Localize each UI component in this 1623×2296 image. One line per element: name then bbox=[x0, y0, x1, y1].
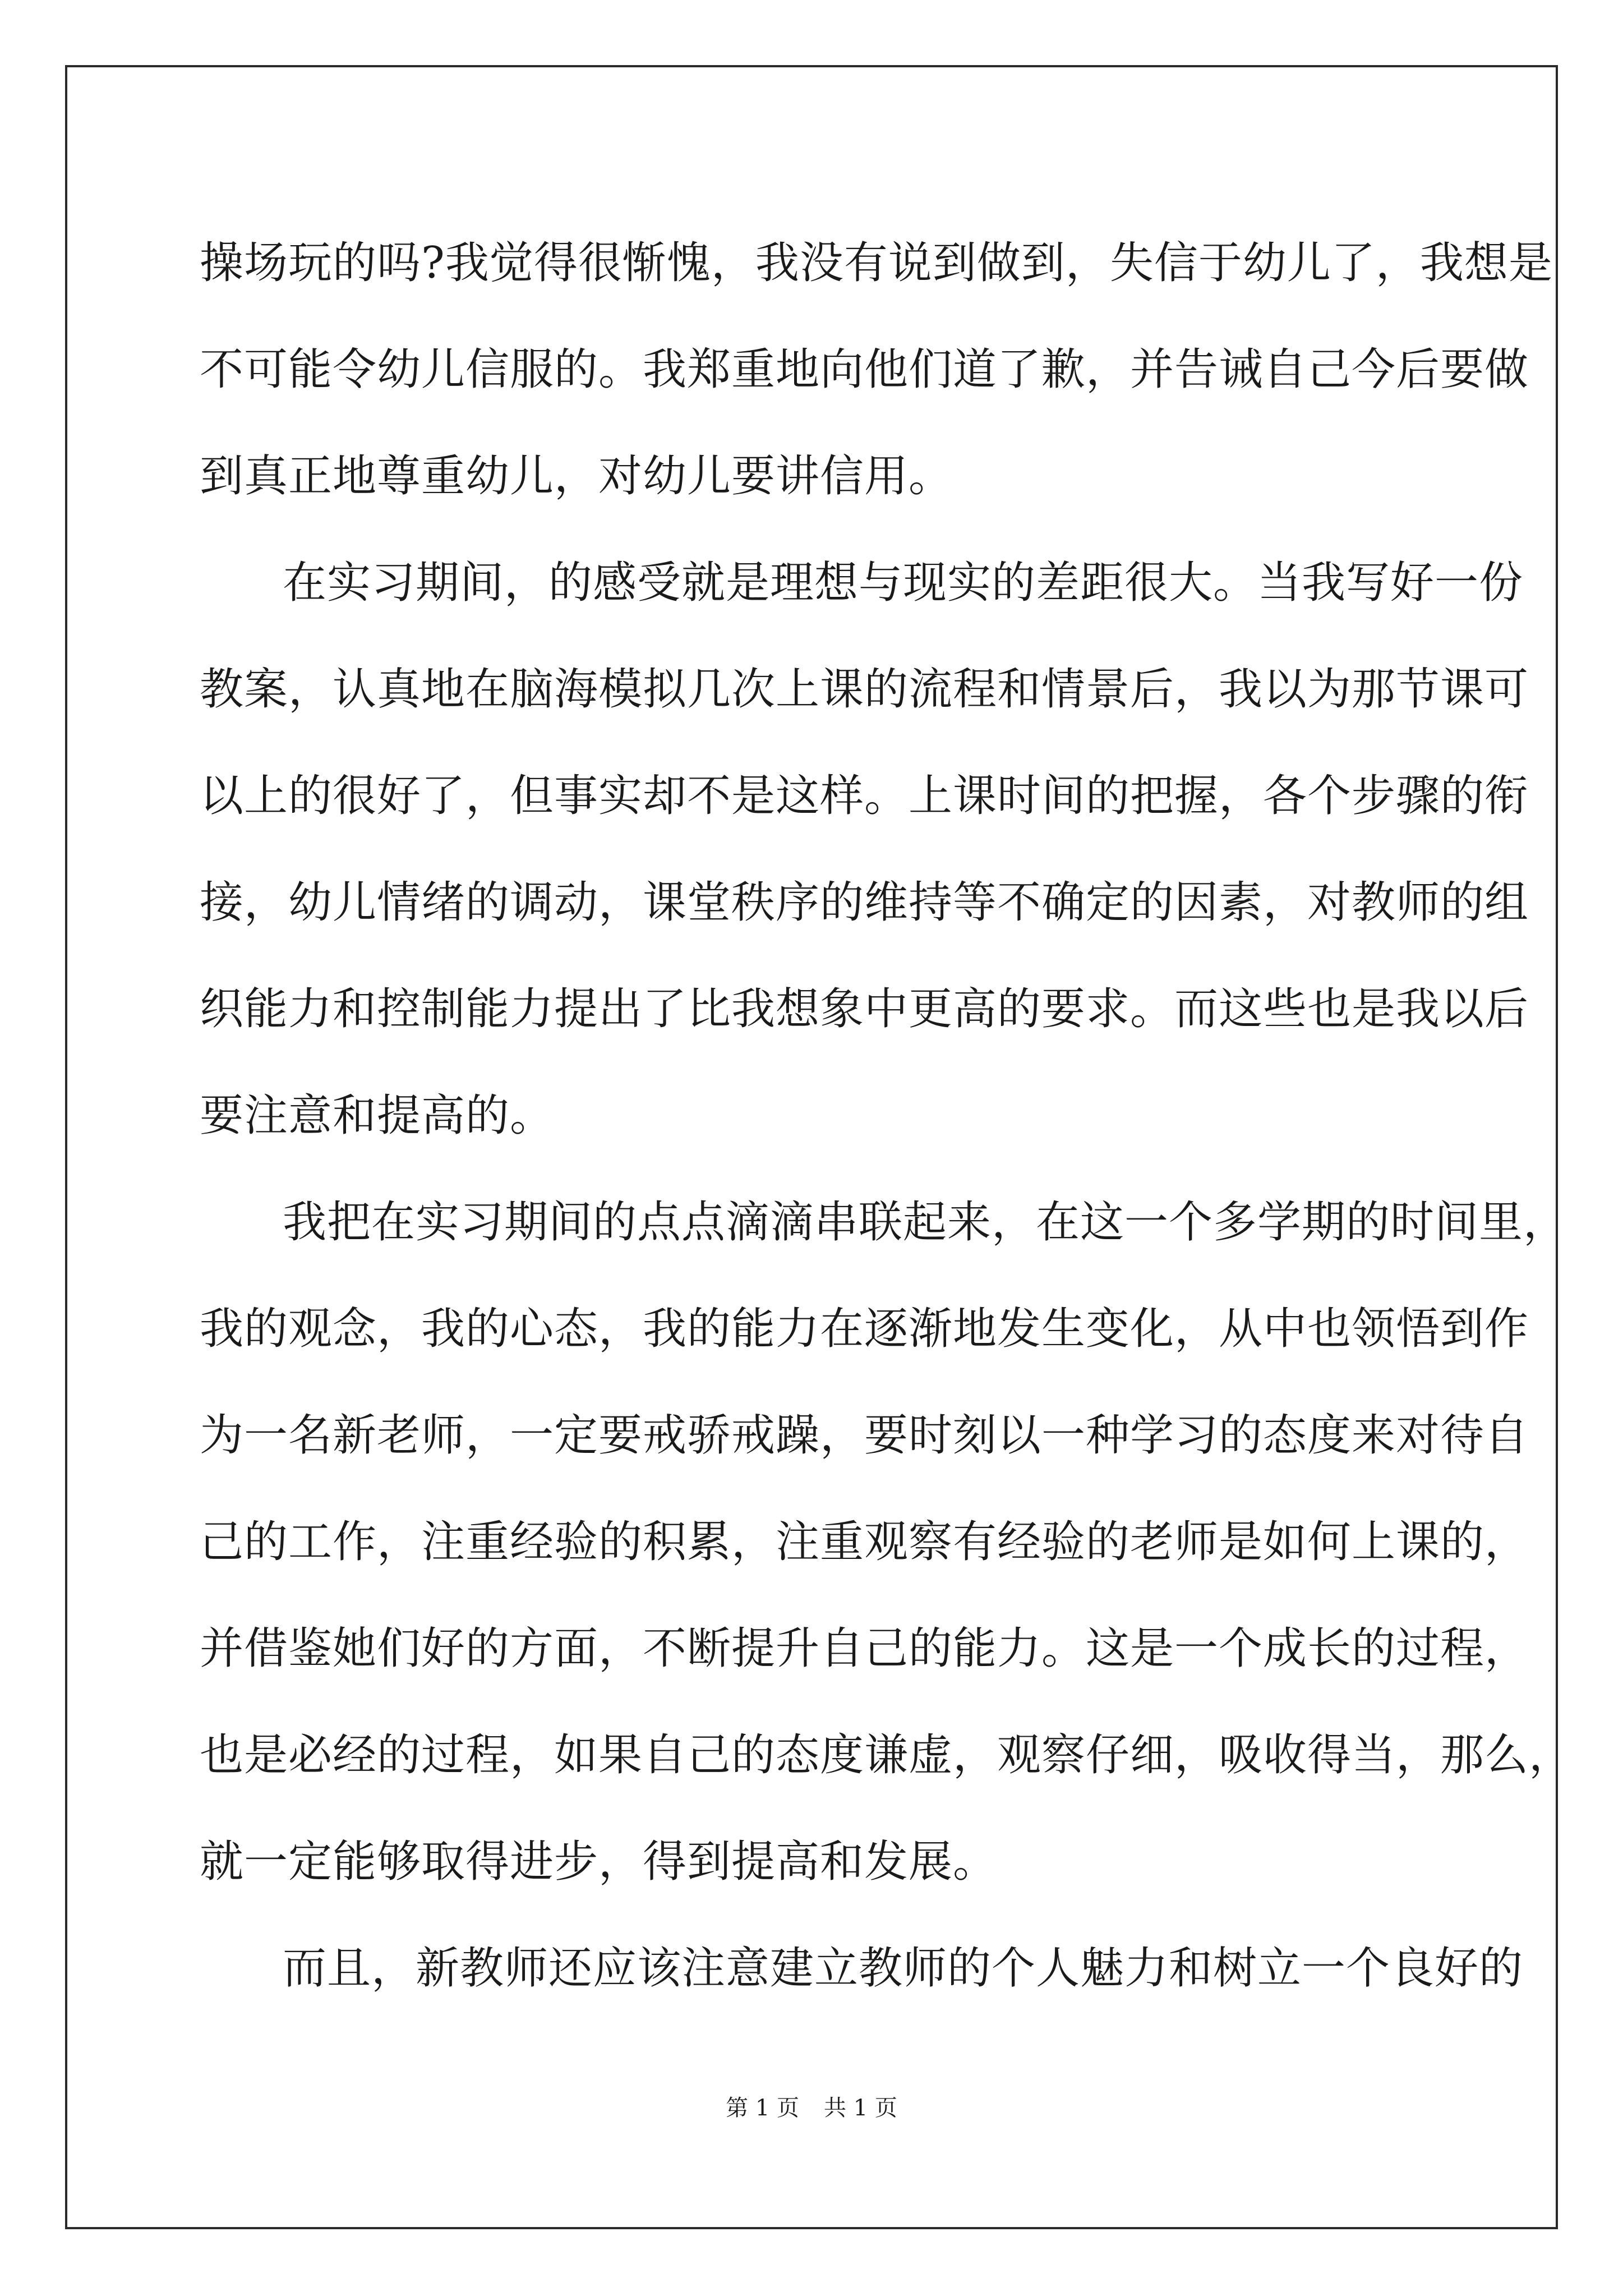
text-line: 以上的很好了，但事实却不是这样。上课时间的把握，各个步骤的衔 bbox=[200, 771, 1529, 821]
text-line: 就一定能够取得进步，得到提高和发展。 bbox=[200, 1837, 998, 1887]
text-line: 织能力和控制能力提出了比我想象中更高的要求。而这些也是我以后 bbox=[200, 984, 1529, 1034]
text-line: 我把在实习期间的点点滴滴串联起来，在这一个多学期的时间里， bbox=[283, 1197, 1568, 1248]
paragraph bbox=[200, 210, 1553, 530]
page-footer bbox=[0, 2091, 1623, 2125]
paragraph bbox=[200, 1915, 1524, 2022]
paragraph bbox=[200, 1169, 1574, 1915]
text-line: 不可能令幼儿信服的。我郑重地向他们道了歉，并告诫自己今后要做 bbox=[200, 344, 1529, 395]
text-line: 教案，认真地在脑海模拟几次上课的流程和情景后，我以为那节课可 bbox=[200, 664, 1529, 715]
text-line: 为一名新老师，一定要戒骄戒躁，要时刻以一种学习的态度来对待自 bbox=[200, 1410, 1529, 1461]
text-line: 我的观念，我的心态，我的能力在逐渐地发生变化，从中也领悟到作 bbox=[200, 1304, 1529, 1354]
document-body bbox=[200, 210, 1574, 2022]
text-line: 要注意和提高的。 bbox=[200, 1091, 555, 1141]
text-line: 己的工作，注重经验的积累，注重观察有经验的老师是如何上课的， bbox=[200, 1517, 1529, 1567]
text-line: 而且，新教师还应该注意建立教师的个人魅力和树立一个良好的 bbox=[283, 1943, 1524, 1994]
text-line: 并借鉴她们好的方面，不断提升自己的能力。这是一个成长的过程， bbox=[200, 1623, 1529, 1674]
page-total: 共 1 页 bbox=[824, 2095, 897, 2121]
text-line: 在实习期间，的感受就是理想与现实的差距很大。当我写好一份 bbox=[283, 558, 1524, 608]
page-number: 第 1 页 bbox=[726, 2095, 799, 2121]
text-line: 也是必经的过程，如果自己的态度谦虚，观察仔细，吸收得当，那么， bbox=[200, 1730, 1574, 1780]
text-line: 接，幼儿情绪的调动，课堂秩序的维持等不确定的因素，对教师的组 bbox=[200, 877, 1529, 928]
paragraph bbox=[200, 530, 1529, 1169]
text-line: 到真正地尊重幼儿，对幼儿要讲信用。 bbox=[200, 451, 953, 501]
text-line: 操场玩的吗?我觉得很惭愧，我没有说到做到，失信于幼儿了，我想是 bbox=[200, 238, 1553, 288]
